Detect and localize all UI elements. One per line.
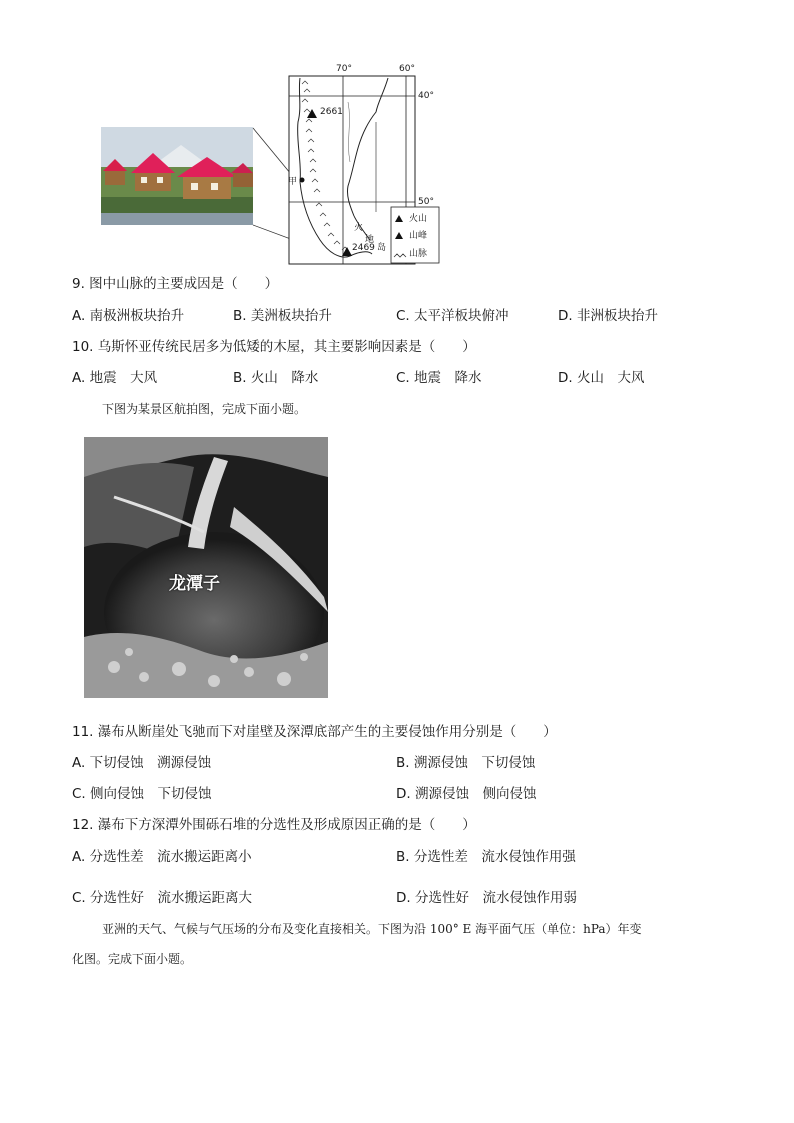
q9-stem: 9. 图中山脉的主要成因是（ ） <box>72 276 279 292</box>
intro-asia-pressure-line1: 亚洲的天气、气候与气压场的分布及变化直接相关。下图为沿 100° E 海平面气压（单位：hPa）年变 <box>102 922 642 936</box>
q10-option-a[interactable]: A. 地震 大风 <box>72 370 158 386</box>
q11-option-b[interactable]: B. 溯源侵蚀 下切侵蚀 <box>396 755 536 771</box>
peak-2661-label: 2661 <box>320 107 343 117</box>
q9-option-a[interactable]: A. 南极洲板块抬升 <box>72 308 185 324</box>
q10-option-b[interactable]: B. 火山 降水 <box>233 370 319 386</box>
south-america-map <box>288 62 448 267</box>
lon-70-label: 70° <box>336 64 352 74</box>
lon-60-label: 60° <box>399 64 415 74</box>
q9-option-d[interactable]: D. 非洲板块抬升 <box>558 308 658 324</box>
lat-50-label: 50° <box>418 197 434 207</box>
q9-option-b[interactable]: B. 美洲板块抬升 <box>233 308 332 324</box>
q10-option-d[interactable]: D. 火山 大风 <box>558 370 645 386</box>
q12-option-b[interactable]: B. 分选性差 流水侵蚀作用强 <box>396 849 576 865</box>
legend-peak-label: 山峰 <box>409 231 428 241</box>
aerial-label-longtanzi: 龙潭子 <box>169 574 220 594</box>
legend-range-label: 山脉 <box>409 249 428 259</box>
peak-2469-label: 2469 <box>352 243 375 253</box>
intro-aerial: 下图为某景区航拍图，完成下面小题。 <box>102 402 307 416</box>
legend-volcano-label: 火山 <box>409 214 428 224</box>
q10-option-c[interactable]: C. 地震 降水 <box>396 370 482 386</box>
label-dao: 岛 <box>377 243 387 253</box>
label-di: 地 <box>365 235 375 245</box>
q11-option-c[interactable]: C. 侧向侵蚀 下切侵蚀 <box>72 786 212 802</box>
lat-40-label: 40° <box>418 91 434 101</box>
q11-stem: 11. 瀑布从断崖处飞驰而下对崖壁及深潭底部产生的主要侵蚀作用分别是（ ） <box>72 724 557 740</box>
q12-option-a[interactable]: A. 分选性差 流水搬运距离小 <box>72 849 252 865</box>
house-photo-illustration <box>101 127 253 225</box>
aerial-photo <box>84 437 328 698</box>
q12-stem: 12. 瀑布下方深潭外围砾石堆的分选性及形成原因正确的是（ ） <box>72 817 476 833</box>
q9-option-c[interactable]: C. 太平洋板块俯冲 <box>396 308 509 324</box>
house-photo <box>101 127 253 225</box>
q12-option-d[interactable]: D. 分选性好 流水侵蚀作用弱 <box>396 890 577 906</box>
q12-option-c[interactable]: C. 分选性好 流水搬运距离大 <box>72 890 253 906</box>
q11-option-a[interactable]: A. 下切侵蚀 溯源侵蚀 <box>72 755 212 771</box>
label-huo: 火 <box>354 223 364 233</box>
label-jia: 甲 <box>288 177 298 187</box>
intro-asia-pressure-line2: 化图。完成下面小题。 <box>72 952 193 966</box>
q11-option-d[interactable]: D. 溯源侵蚀 侧向侵蚀 <box>396 786 537 802</box>
aerial-photo-illustration <box>84 437 328 698</box>
q10-stem: 10. 乌斯怀亚传统民居多为低矮的木屋，其主要影响因素是（ ） <box>72 339 476 355</box>
